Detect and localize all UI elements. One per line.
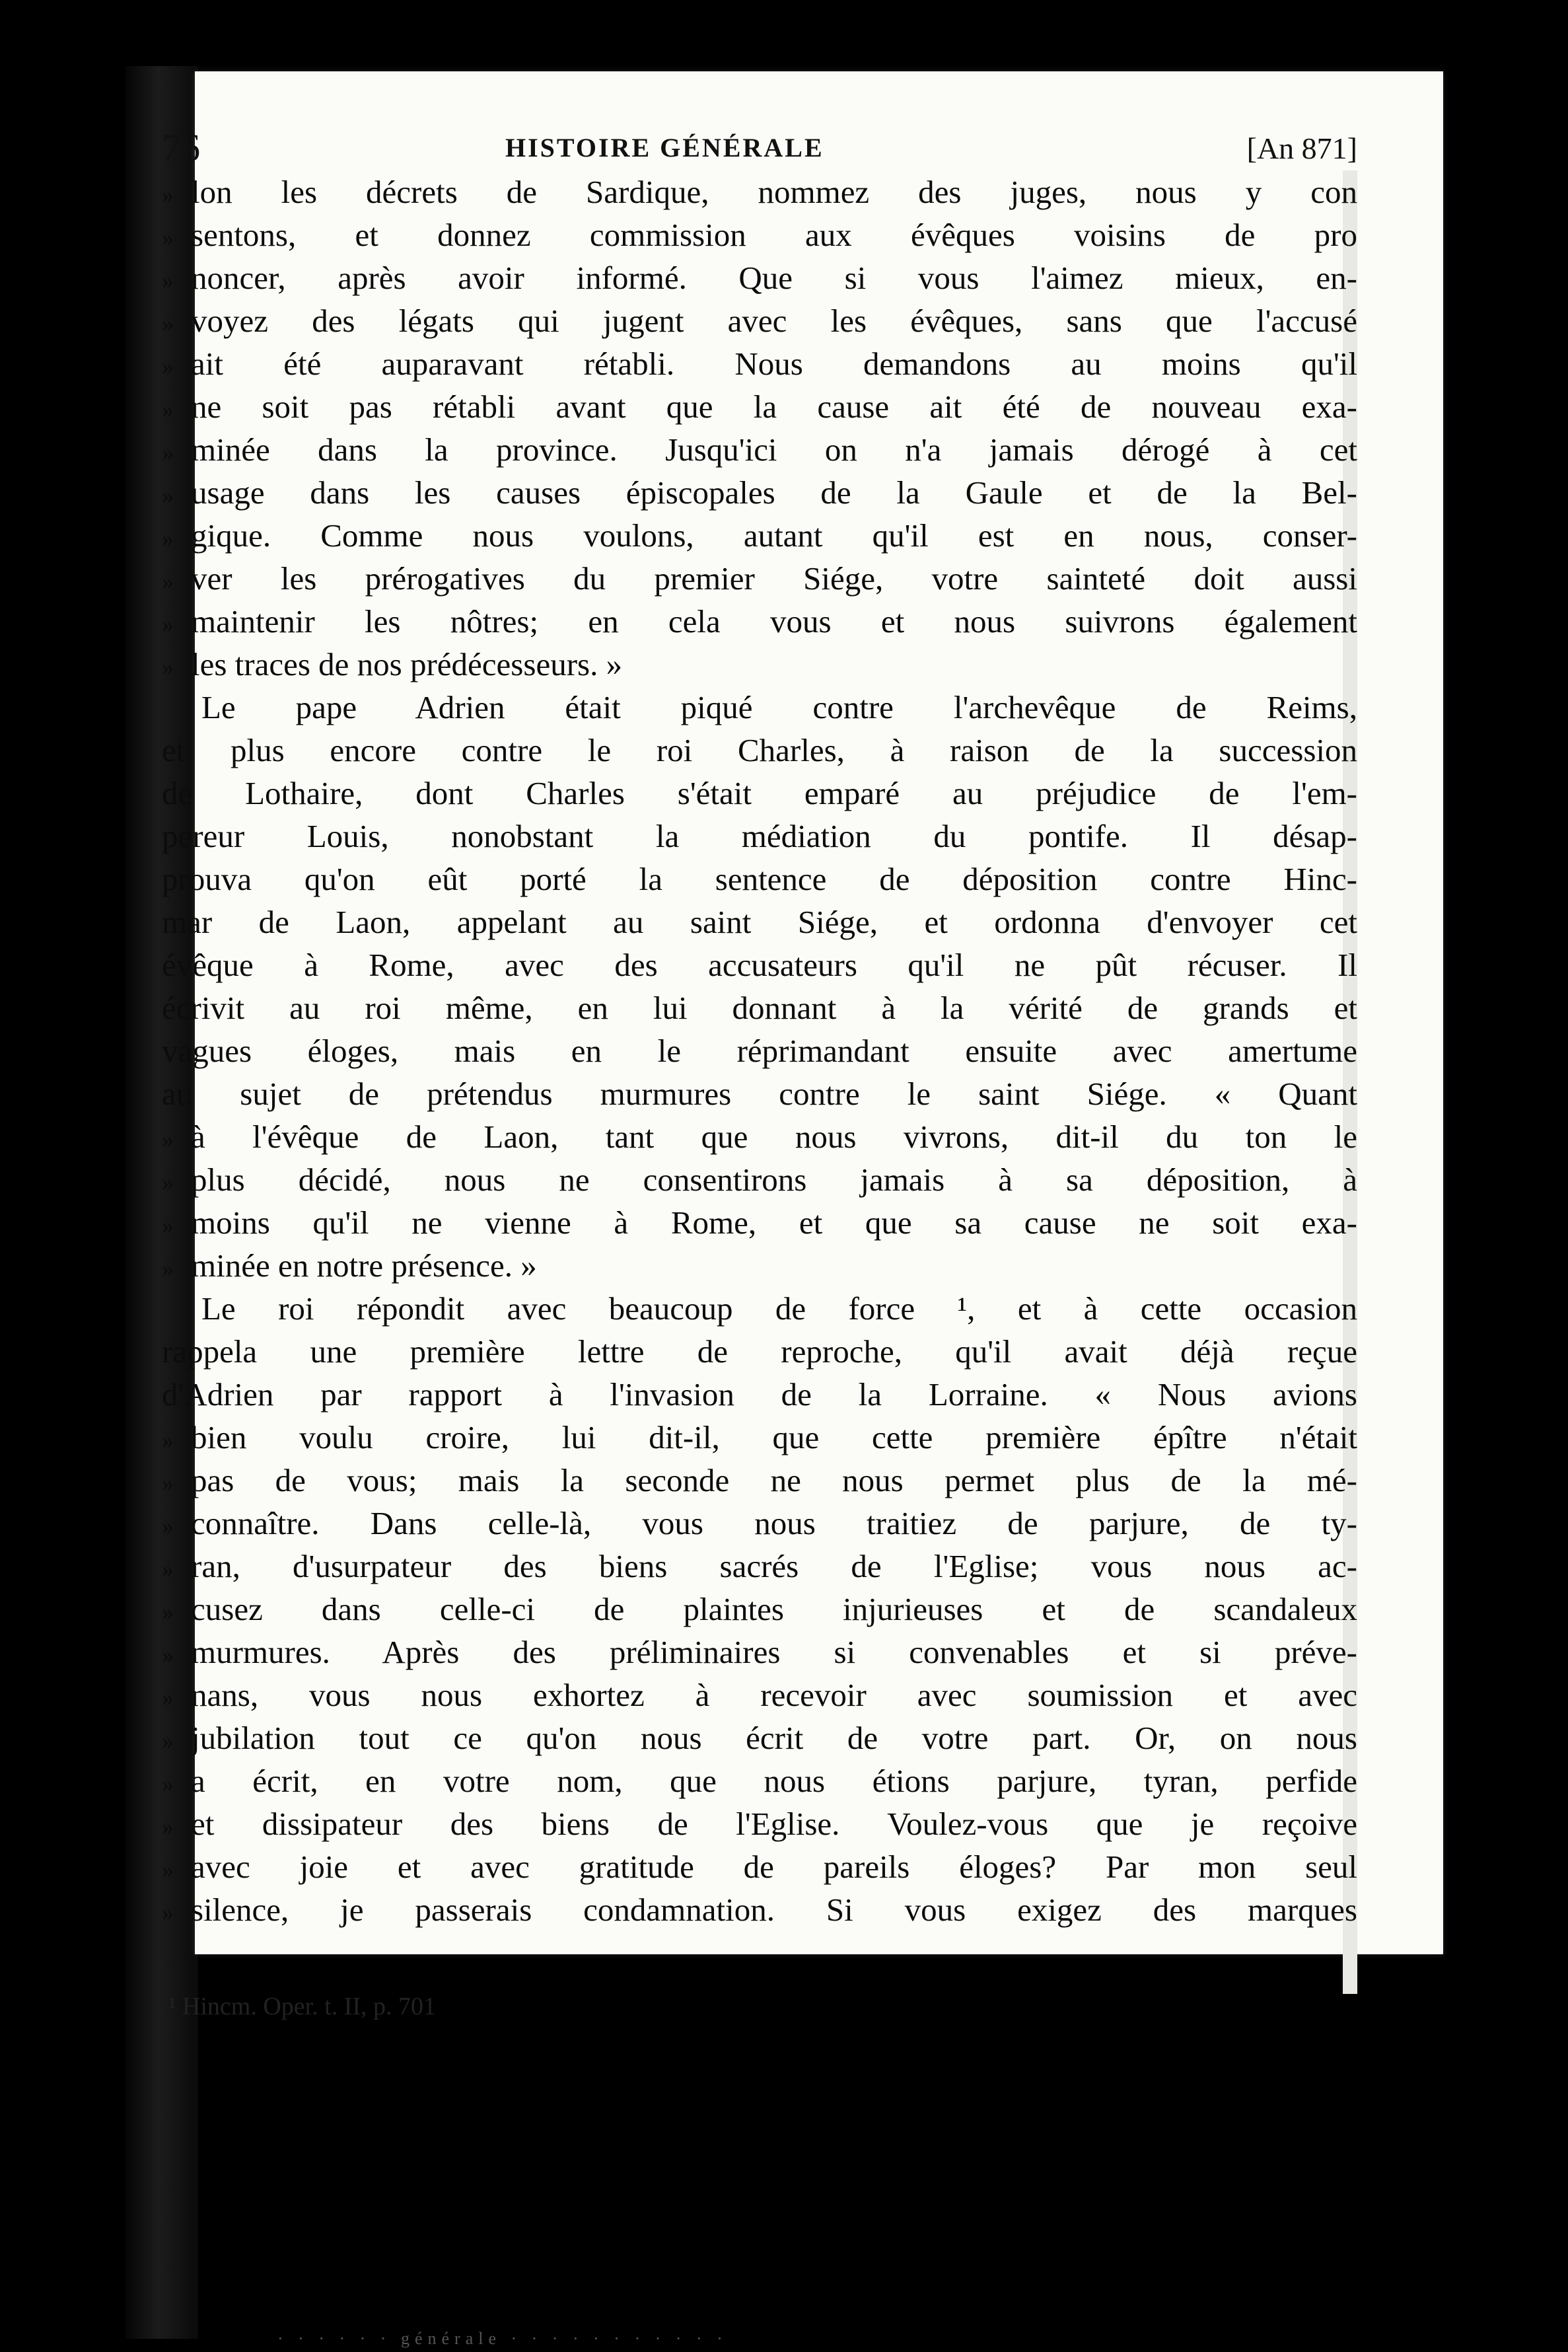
text-line-content: les traces de nos prédécesseurs. » [191, 646, 623, 682]
text-line [162, 1673, 1357, 1716]
body-text [162, 170, 1357, 1931]
quote-marker: » [162, 611, 174, 638]
text-line [162, 1545, 1357, 1588]
text-line-content: moins qu'il ne vienne à Rome, et que sa cause ne soit exa- [191, 1204, 1357, 1241]
text-line [162, 729, 1357, 772]
text-line [162, 385, 1357, 428]
quote-marker: » [162, 396, 174, 423]
text-line-content: usage dans les causes épiscopales de la Gaule et de la Bel- [191, 474, 1357, 511]
year-marker: [An 871] [1246, 131, 1357, 165]
text-line [162, 815, 1357, 858]
quote-marker: » [162, 1899, 174, 1926]
text-line-content: au sujet de prétendus murmures contre le saint Siége. « Quant [162, 1076, 1357, 1112]
text-line-content: sentons, et donnez commission aux évêques voisins de pro [191, 217, 1357, 253]
text-line [162, 858, 1357, 900]
text-line-content: ait été auparavant rétabli. Nous demandons au moins qu'il [191, 346, 1357, 382]
text-line-content: murmures. Après des préliminaires si convenables et si préve- [191, 1634, 1357, 1670]
text-line [162, 428, 1357, 471]
text-line [162, 1716, 1357, 1759]
text-line-content: plus décidé, nous ne consentirons jamais à sa déposition, à [191, 1161, 1357, 1198]
text-line-content: noncer, après avoir informé. Que si vous l'aimez mieux, en- [191, 260, 1357, 296]
text-line [162, 1888, 1357, 1931]
text-line-content: et plus encore contre le roi Charles, à raison de la succession [162, 732, 1357, 768]
text-line [162, 1802, 1357, 1845]
quote-marker: » [162, 1556, 174, 1582]
scan-bottom-caption: · · · · · · générale · · · · · · · · · · · [277, 2329, 728, 2348]
text-line-content: avec joie et avec gratitude de pareils éloges? Par mon seul [191, 1849, 1357, 1885]
text-line [162, 1459, 1357, 1502]
text-line [162, 471, 1357, 514]
text-line-content: voyez des légats qui jugent avec les évêques, sans que l'accusé [191, 303, 1357, 339]
quote-marker: » [162, 182, 174, 208]
quote-marker: » [162, 1427, 174, 1453]
text-line-content: a écrit, en votre nom, que nous étions parjure, tyran, perfide [191, 1763, 1357, 1799]
text-line-content: d'Adrien par rapport à l'invasion de la Lorraine. « Nous avions [162, 1376, 1357, 1413]
quote-marker: » [162, 439, 174, 466]
quote-marker: » [162, 1642, 174, 1668]
quote-marker: » [162, 225, 174, 251]
text-line-content: et dissipateur des biens de l'Eglise. Voulez-vous que je reçoive [191, 1806, 1357, 1842]
text-line [162, 299, 1357, 342]
text-line-content: lon les décrets de Sardique, nommez des juges, nous y con [191, 174, 1357, 210]
quote-marker: » [162, 1771, 174, 1797]
text-line [162, 514, 1357, 557]
text-line-content: évêque à Rome, avec des accusateurs qu'il ne pût récuser. Il [162, 947, 1357, 983]
quote-marker: » [162, 1599, 174, 1625]
text-line-content: de Lothaire, dont Charles s'était emparé au préjudice de l'em- [162, 775, 1357, 811]
quote-marker: » [162, 1685, 174, 1711]
text-line [162, 1416, 1357, 1459]
text-line [162, 986, 1357, 1029]
quote-marker: » [162, 1814, 174, 1840]
text-line [162, 1373, 1357, 1416]
quote-marker: » [162, 1255, 174, 1282]
text-line [162, 1029, 1357, 1072]
text-line-content: bien voulu croire, lui dit-il, que cette première épître n'était [191, 1419, 1357, 1455]
text-line [162, 1631, 1357, 1673]
text-line-content: pas de vous; mais la seconde ne nous permet plus de la mé- [191, 1462, 1357, 1498]
footnote: ¹ Hincm. Oper. t. II, p. 701 [168, 1993, 437, 2020]
page-number: 76 [162, 126, 200, 169]
text-line [162, 686, 1357, 729]
text-line [162, 900, 1357, 943]
text-line [162, 772, 1357, 815]
text-line-content: ne soit pas rétabli avant que la cause ait été de nouveau exa- [191, 388, 1357, 425]
text-line-content: cusez dans celle-ci de plaintes injurieuses et de scandaleux [191, 1591, 1357, 1627]
quote-marker: » [162, 1212, 174, 1239]
text-line [162, 1244, 1357, 1287]
text-line-content: vagues éloges, mais en le réprimandant ensuite avec amertume [162, 1033, 1357, 1069]
text-line [162, 1759, 1357, 1802]
text-line [162, 643, 1357, 686]
quote-marker: » [162, 311, 174, 337]
running-title: HISTOIRE GÉNÉRALE [505, 133, 824, 163]
text-line-content: minée en notre présence. » [191, 1247, 537, 1284]
text-line-content: connaître. Dans celle-là, vous nous traitiez de parjure, de ty- [191, 1505, 1357, 1541]
text-line [162, 600, 1357, 643]
quote-marker: » [162, 268, 174, 294]
quote-marker: » [162, 654, 174, 680]
text-line [162, 1072, 1357, 1115]
text-line-content: jubilation tout ce qu'on nous écrit de votre part. Or, on nous [191, 1720, 1357, 1756]
quote-marker: » [162, 525, 174, 552]
text-line-content: à l'évêque de Laon, tant que nous vivrons, dit-il du ton le [191, 1119, 1357, 1155]
text-line [162, 170, 1357, 213]
quote-marker: » [162, 1126, 174, 1153]
text-line [162, 342, 1357, 385]
text-line-content: nans, vous nous exhortez à recevoir avec soumission et avec [191, 1677, 1357, 1713]
text-line-content: minée dans la province. Jusqu'ici on n'a jamais dérogé à cet [191, 431, 1357, 468]
text-line-content: écrivit au roi même, en lui donnant à la vérité de grands et [162, 990, 1357, 1026]
text-line [162, 1330, 1357, 1373]
text-line-content: ver les prérogatives du premier Siége, votre sainteté doit aussi [191, 560, 1357, 597]
quote-marker: » [162, 1470, 174, 1496]
quote-marker: » [162, 1169, 174, 1196]
text-line-content: silence, je passerais condamnation. Si vous exigez des marques [191, 1892, 1357, 1928]
text-line-content: Le roi répondit avec beaucoup de force ¹, et à cette occasion [201, 1290, 1357, 1327]
text-line [162, 1158, 1357, 1201]
quote-marker: » [162, 1513, 174, 1539]
text-line [162, 213, 1357, 256]
text-line [162, 256, 1357, 299]
text-line-content: pereur Louis, nonobstant la médiation du pontife. Il désap- [162, 818, 1357, 854]
text-line [162, 557, 1357, 600]
text-line [162, 1845, 1357, 1888]
quote-marker: » [162, 568, 174, 595]
text-line [162, 1115, 1357, 1158]
text-line [162, 1502, 1357, 1545]
quote-marker: » [162, 1728, 174, 1754]
text-line [162, 943, 1357, 986]
text-line-content: prouva qu'on eût porté la sentence de déposition contre Hinc- [162, 861, 1357, 897]
text-line-content: mar de Laon, appelant au saint Siége, et ordonna d'envoyer cet [162, 904, 1357, 940]
text-line-content: rappela une première lettre de reproche, qu'il avait déjà reçue [162, 1333, 1357, 1370]
quote-marker: » [162, 482, 174, 509]
text-line-content: gique. Comme nous voulons, autant qu'il est en nous, conser- [191, 517, 1357, 554]
text-line-content: ran, d'usurpateur des biens sacrés de l'Eglise; vous nous ac- [191, 1548, 1357, 1584]
quote-marker: » [162, 353, 174, 380]
text-line-content: maintenir les nôtres; en cela vous et nous suivrons également [191, 603, 1357, 640]
text-line [162, 1287, 1357, 1330]
text-line [162, 1201, 1357, 1244]
text-line-content: Le pape Adrien était piqué contre l'archevêque de Reims, [201, 689, 1357, 725]
text-line [162, 1588, 1357, 1631]
quote-marker: » [162, 1856, 174, 1883]
